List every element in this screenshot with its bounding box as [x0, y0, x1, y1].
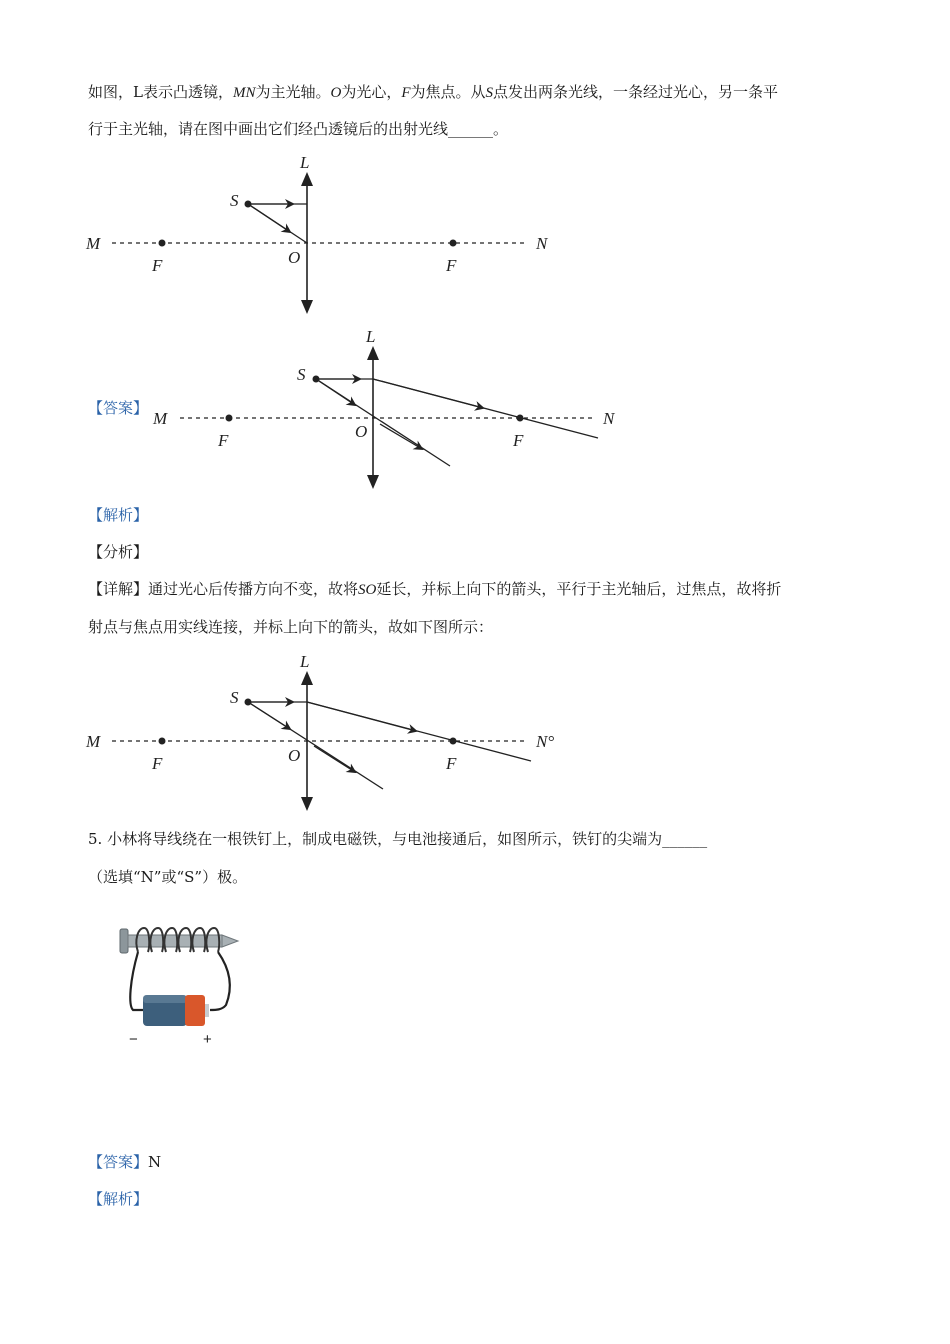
q4-mn: MN [232, 85, 256, 101]
focus-point-right [450, 240, 457, 247]
detail-line-2: 射点与焦点用实线连接，并标上向下的箭头，故如下图所示： [88, 618, 494, 636]
lens-arrow-down-icon [301, 300, 313, 314]
focus-point-left [226, 415, 233, 422]
label-s: S [230, 688, 239, 707]
q4-text: 点发出两条光线，一条经过光心，另一条平 [493, 83, 779, 101]
electromagnet-figure [120, 928, 238, 1048]
lens-arrow-up-icon [367, 346, 379, 360]
q4-text: 如图，L表示凸透镜， [88, 83, 233, 101]
q4-o: O [330, 85, 342, 101]
detail-text: 通过光心后传播方向不变，故将 [148, 580, 359, 598]
lens-diagram-answer [152, 327, 616, 489]
lens-arrow-down-icon [367, 475, 379, 489]
lens-arrow-up-icon [301, 671, 313, 685]
label-m: M [86, 732, 101, 751]
label-n: N [603, 409, 615, 428]
answer-tag-2: 【答案】 [88, 1153, 149, 1171]
label-m: M [153, 409, 168, 428]
battery-cap [185, 995, 205, 1026]
label-o: O [355, 422, 368, 441]
wire-right [210, 952, 230, 1010]
q5-line-1: 5. 小林将导线绕在一根铁钉上，制成电磁铁，与电池接通后，如图所示，铁钉的尖端为______ [88, 830, 708, 848]
focus-point-left [159, 240, 166, 247]
answer-tag-1: 【答案】 [88, 399, 149, 417]
focus-point-left [159, 738, 166, 745]
label-f-left: F [218, 431, 229, 450]
label-l: L [300, 652, 310, 671]
emergent-center-ray-arrow [380, 424, 422, 449]
detail-text: 延长，并标上向下的箭头，平行于主光轴后，过焦点，故将折 [376, 580, 782, 598]
wire-left [130, 952, 143, 1010]
refracted-ray-arrow [373, 379, 483, 408]
battery-highlight [143, 995, 187, 1003]
label-s: S [297, 365, 306, 384]
q4-text: 为主光轴。 [255, 83, 331, 101]
lens-arrow-down-icon [301, 797, 313, 811]
label-m: M [86, 234, 101, 253]
analysis-tag-2: 【解析】 [88, 1190, 149, 1208]
plus-sign: + [203, 1031, 212, 1048]
refracted-ray-arrow [307, 702, 416, 731]
label-o: O [288, 746, 301, 765]
label-f-right: F [513, 431, 524, 450]
emergent-center-ray-arrow [314, 746, 355, 772]
q4-f: F [401, 85, 411, 101]
label-n: N [536, 234, 548, 253]
fenxi-tag: 【分析】 [88, 543, 149, 561]
lens-diagram-detail [85, 652, 554, 811]
q4-text: 为光心， [341, 83, 402, 101]
center-ray-arrow [248, 702, 290, 729]
wire-coil [136, 928, 219, 952]
answer-value: N [148, 1153, 162, 1171]
center-ray-arrow [248, 204, 290, 232]
label-l: L [300, 153, 310, 172]
label-f-left: F [152, 256, 163, 275]
label-f-left: F [152, 754, 163, 773]
center-ray-arrow [316, 379, 355, 405]
label-n-dot: N° [536, 732, 555, 751]
q4-text: 为焦点。从 [410, 83, 486, 101]
detail-so: SO [358, 582, 377, 598]
label-o: O [288, 248, 301, 267]
nail-head [120, 929, 128, 953]
label-s: S [230, 191, 239, 210]
q4-s: S [485, 85, 494, 101]
analysis-tag-1: 【解析】 [88, 506, 149, 524]
battery-terminal [205, 1004, 209, 1017]
label-f-right: F [446, 256, 457, 275]
q5-line-2: （选填“N”或“S”）极。 [88, 868, 248, 886]
q4-line-2: 行于主光轴，请在图中画出它们经凸透镜后的出射光线______。 [88, 120, 509, 138]
lens-diagram-question [85, 153, 549, 314]
nail-tip [222, 935, 238, 947]
minus-sign: − [129, 1031, 138, 1048]
label-f-right: F [446, 754, 457, 773]
label-l: L [366, 327, 376, 346]
detail-tag: 【详解】 [88, 580, 149, 598]
lens-arrow-up-icon [301, 172, 313, 186]
